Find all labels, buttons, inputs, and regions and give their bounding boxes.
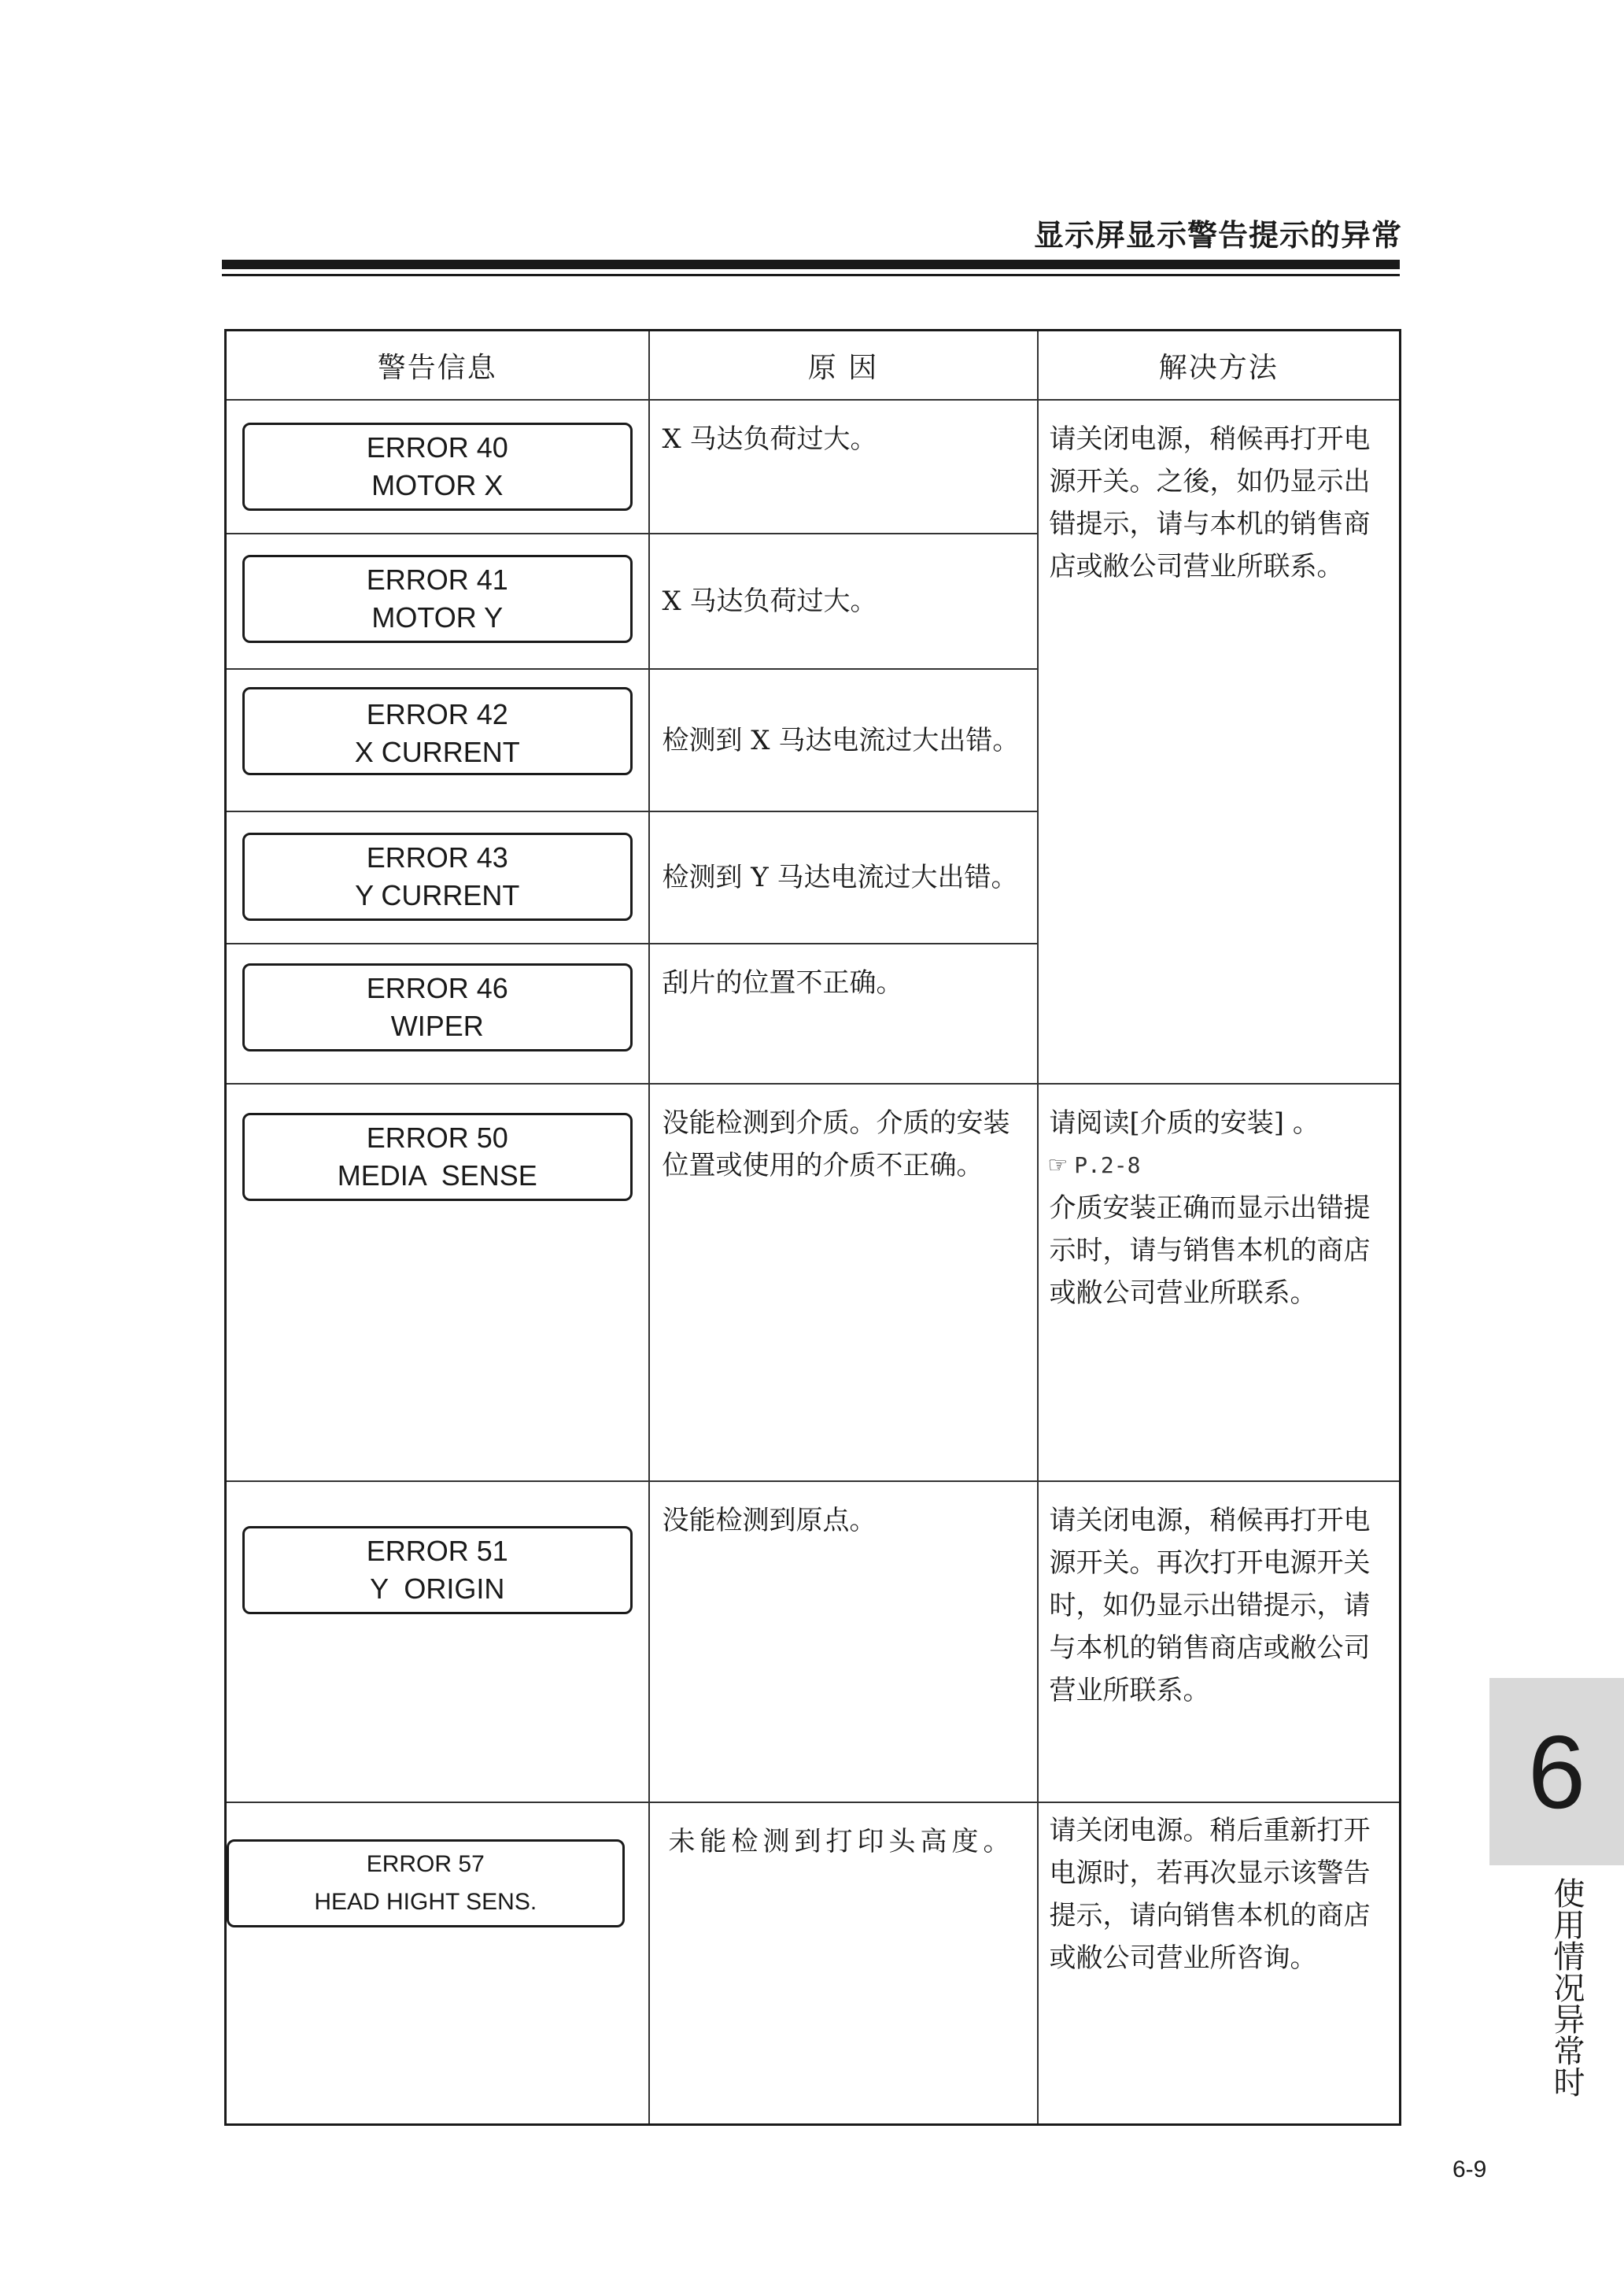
warning-cell <box>226 534 649 669</box>
error-name: WIPER <box>390 1009 484 1042</box>
cause-text: 没能检测到原点。 <box>662 1504 877 1536</box>
remedy-text <box>1039 1085 1400 1314</box>
remedy-cell <box>1038 400 1401 1084</box>
warning-cell <box>226 811 649 944</box>
warning-cell <box>226 944 649 1084</box>
page-number: 6-9 <box>1452 2156 1487 2182</box>
remedy-text: 请关闭电源，稍候再打开电源开关。之後，如仍显示出错提示，请与本机的销售商店或敝公司营业所联系。 <box>1049 423 1371 583</box>
remedy-line: 请阅读[介质的安装] 。 <box>1049 1107 1320 1139</box>
error-code: ERROR 41 <box>366 564 508 597</box>
cause-cell <box>649 811 1038 944</box>
warning-cell <box>226 400 649 534</box>
error-code: ERROR 50 <box>366 1122 508 1154</box>
lcd-display <box>227 1839 625 1927</box>
cause-text: 检测到 Y 马达电流过大出错。 <box>662 861 1018 893</box>
warning-cell <box>226 669 649 811</box>
error-table <box>224 329 1401 2126</box>
page-reference[interactable] <box>1050 1144 1392 1187</box>
error-name: HEAD HIGHT SENS. <box>314 1888 537 1915</box>
cause-text: 检测到 X 马达电流过大出错。 <box>662 724 1020 756</box>
cause-cell <box>649 669 1038 811</box>
cause-text: 刮片的位置不正确。 <box>662 966 903 999</box>
reference-page: P.2-8 <box>1074 1152 1141 1178</box>
warning-cell <box>226 1084 649 1481</box>
remedy-cell <box>1038 1084 1401 1481</box>
header-warning: 警告信息 <box>226 331 649 401</box>
table-row <box>226 400 1401 534</box>
table-row <box>226 1084 1401 1481</box>
chapter-tab[interactable]: 6 <box>1489 1678 1624 1865</box>
lcd-display <box>242 687 633 775</box>
cause-text: X 马达负荷过大。 <box>662 423 877 456</box>
cause-cell <box>649 1802 1038 2125</box>
remedy-cell <box>1038 1481 1401 1802</box>
cause-text: 未能检测到打印头高度。 <box>668 1825 1015 1857</box>
header-remedy: 解决方法 <box>1038 331 1401 401</box>
error-code: ERROR 42 <box>366 698 508 731</box>
header-rule-thin <box>222 274 1400 276</box>
warning-cell <box>226 1802 649 2125</box>
error-name: MEDIA SENSE <box>337 1159 537 1192</box>
lcd-display <box>242 555 633 643</box>
lcd-display <box>242 1113 633 1201</box>
remedy-line: 介质安装正确而显示出错提示时，请与销售本机的商店或敝公司营业所联系。 <box>1049 1192 1371 1309</box>
lcd-display <box>242 1526 633 1614</box>
error-code: ERROR 46 <box>366 971 508 1004</box>
page-title: 显示屏显示警告提示的异常 <box>1033 218 1402 253</box>
lcd-display <box>242 833 633 921</box>
cause-cell <box>649 944 1038 1084</box>
error-name: X CURRENT <box>354 736 520 769</box>
error-name: MOTOR X <box>371 469 504 502</box>
error-name: MOTOR Y <box>371 601 504 634</box>
cause-cell <box>649 534 1038 669</box>
error-code: ERROR 40 <box>366 431 508 464</box>
error-name: Y ORIGIN <box>370 1572 505 1605</box>
cause-cell <box>649 1481 1038 1802</box>
header-cause: 原 因 <box>649 331 1038 401</box>
remedy-text: 请关闭电源。稍后重新打开电源时，若再次显示该警告提示，请向销售本机的商店或敝公司营业所咨询。 <box>1049 1814 1371 1974</box>
remedy-text: 请关闭电源，稍候再打开电源开关。再次打开电源开关时，如仍显示出错提示，请与本机的销售商店或敝公司营业所联系。 <box>1049 1504 1371 1706</box>
error-code: ERROR 57 <box>366 1850 485 1877</box>
lcd-display <box>242 423 633 511</box>
cause-cell <box>649 400 1038 534</box>
remedy-cell <box>1038 1802 1401 2125</box>
header-rule-thick <box>222 260 1400 269</box>
cause-cell <box>649 1084 1038 1481</box>
pointing-hand-icon: ☞ <box>1049 1149 1067 1181</box>
error-name: Y CURRENT <box>355 878 520 911</box>
warning-cell <box>226 1481 649 1802</box>
lcd-display <box>242 963 633 1051</box>
table-header-row <box>226 331 1401 401</box>
table-row <box>226 1802 1401 2125</box>
table-row <box>226 1481 1401 1802</box>
error-code: ERROR 51 <box>366 1534 508 1567</box>
error-code: ERROR 43 <box>366 841 508 874</box>
chapter-label: 使用情况异常时 <box>1548 1877 1585 2097</box>
cause-text: X 马达负荷过大。 <box>662 586 877 618</box>
cause-text: 没能检测到介质。介质的安装位置或使用的介质不正确。 <box>662 1107 1010 1181</box>
